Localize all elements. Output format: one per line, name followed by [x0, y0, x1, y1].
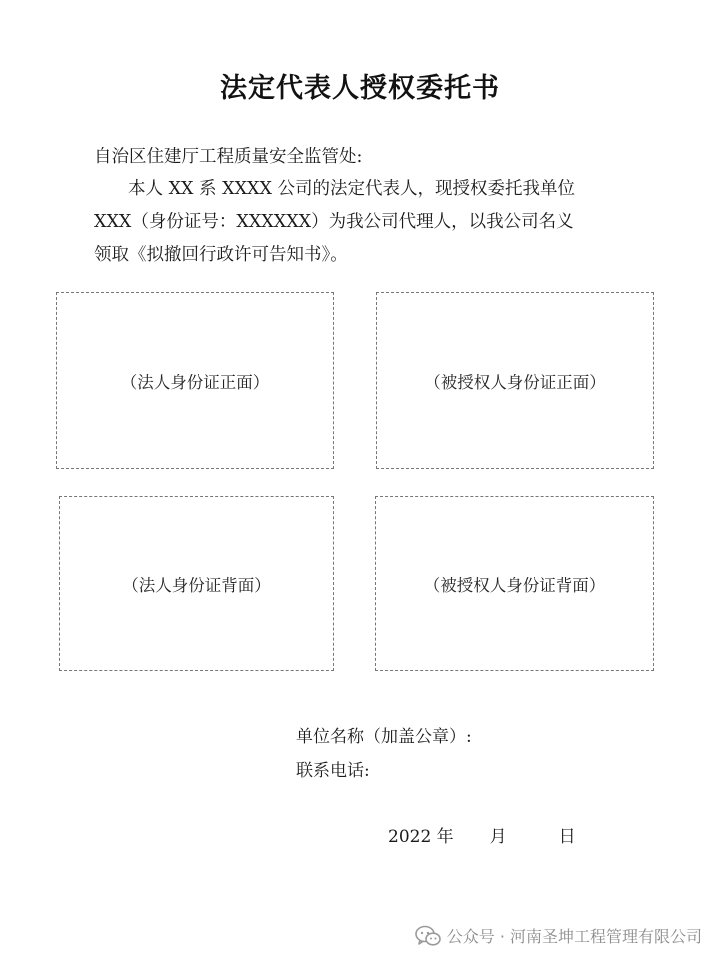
date-line: [388, 822, 576, 847]
phone-field: 联系电话:: [296, 761, 370, 781]
id-box-label: （法人身份证背面）: [122, 575, 271, 595]
addressee-line: 自治区住建厅工程质量安全监管处:: [94, 147, 363, 167]
date-day: 日: [558, 827, 576, 847]
body-line-3: 领取《拟撤回行政许可告知书》。: [94, 245, 348, 265]
legal-rep-id-back-box: [59, 496, 334, 671]
unit-name-field: 单位名称（加盖公章）:: [296, 727, 472, 747]
watermark-text: 公众号 · 河南圣坤工程管理有限公司: [446, 927, 702, 946]
body-line-2: XXX（身份证号：XXXXXX）为我公司代理人，以我公司名义: [94, 212, 574, 232]
document-title: 法定代表人授权委托书: [220, 73, 500, 104]
date-year: 2022 年: [388, 827, 454, 847]
wechat-icon: [415, 925, 441, 947]
agent-id-back-box: [375, 496, 654, 671]
agent-id-front-box: [376, 292, 654, 469]
body-line-1: 本人 XX 系 XXXX 公司的法定代表人，现授权委托我单位: [128, 179, 576, 199]
id-box-label: （被授权人身份证正面）: [424, 372, 606, 392]
date-month: 月: [489, 827, 507, 847]
watermark: [415, 924, 702, 947]
id-box-label: （法人身份证正面）: [120, 372, 270, 392]
id-box-label: （被授权人身份证背面）: [423, 575, 606, 595]
legal-rep-id-front-box: [56, 292, 334, 469]
